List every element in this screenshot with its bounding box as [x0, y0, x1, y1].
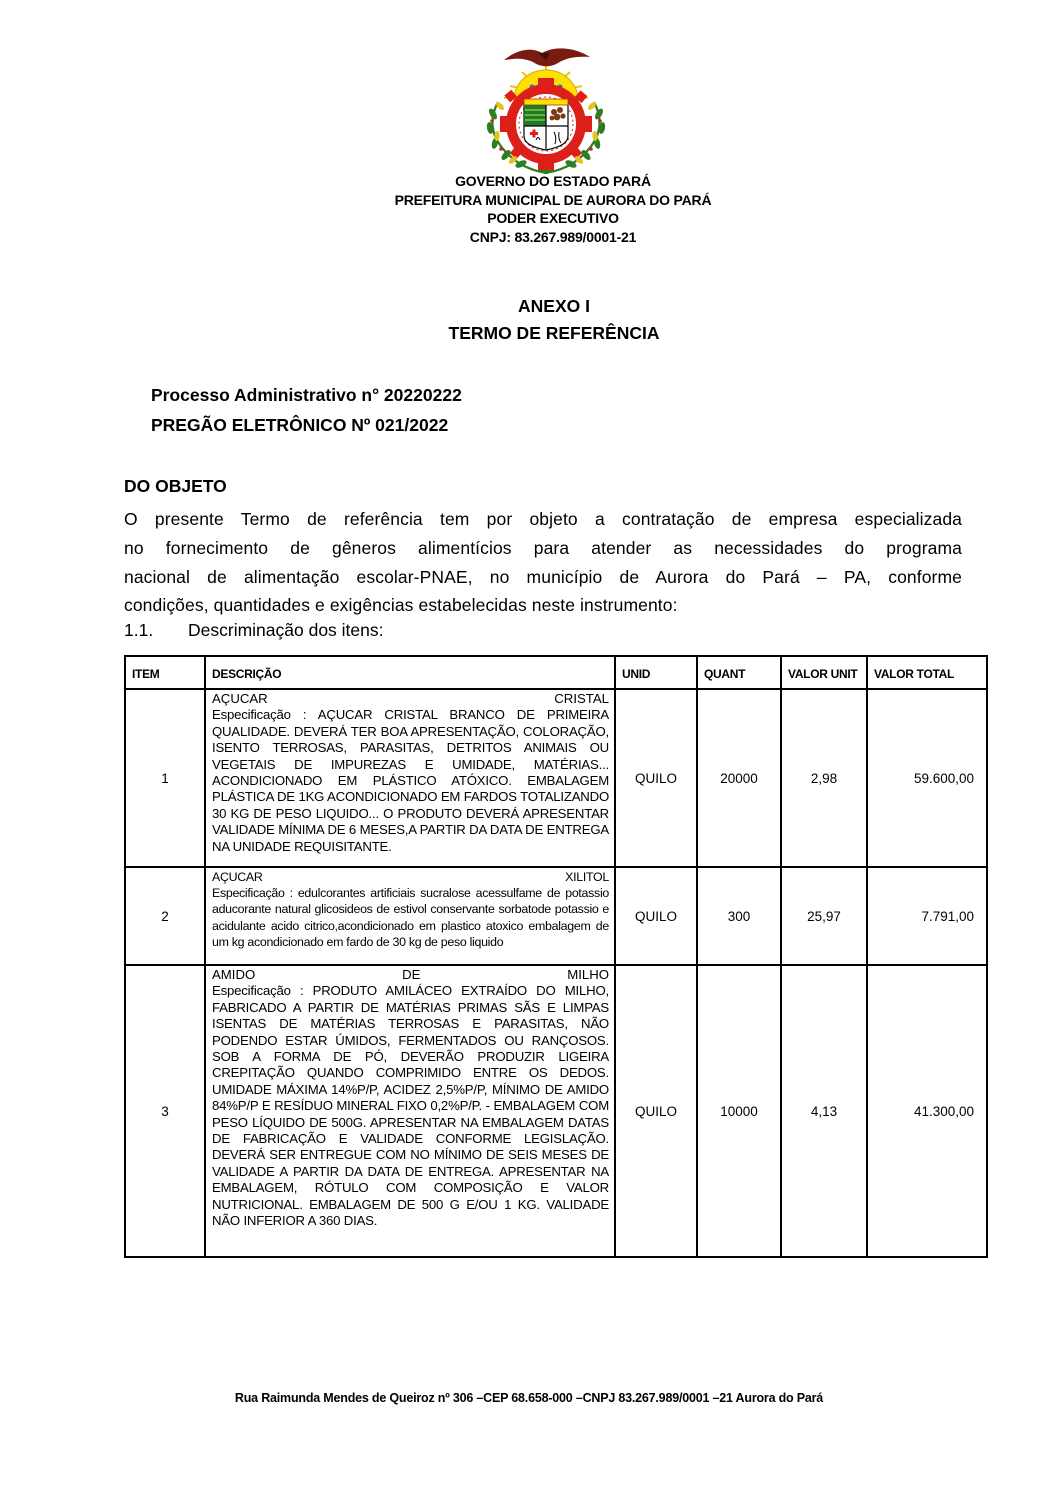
aurora-do-para-coat-of-arms-icon: [476, 44, 616, 174]
item-title-word: DE: [402, 967, 421, 982]
item-title-word: MILHO: [567, 967, 609, 982]
letterhead: [0, 172, 1058, 246]
column-header-quant: QUANT: [697, 656, 781, 689]
items-table-header-row: [125, 656, 987, 689]
items-table: [124, 655, 988, 1258]
item-unit-cell: QUILO: [615, 867, 697, 965]
item-total-value-cell: 59.600,00: [867, 689, 987, 867]
column-header-descricao: DESCRIÇÃO: [205, 656, 615, 689]
item-unit-value-cell: 2,98: [781, 689, 867, 867]
item-number-cell: 2: [125, 867, 205, 965]
object-paragraph-line: no fornecimento de gêneros alimentícios para atender as necessidades do programa: [124, 537, 962, 558]
org-line-cnpj: CNPJ: 83.267.989/0001-21: [469, 228, 637, 245]
column-header-item: ITEM: [125, 656, 205, 689]
items-list-heading: [124, 620, 384, 641]
item-title-word: AÇUCAR: [212, 691, 268, 706]
item-description-cell: [205, 965, 615, 1257]
item-title-word: CRISTAL: [554, 691, 609, 706]
object-paragraph-line: O presente Termo de referência tem por objeto a contratação de empresa especializada: [124, 509, 962, 529]
item-title: [212, 967, 609, 983]
object-section-heading: DO OBJETO: [124, 476, 227, 496]
administrative-process-number: Processo Administrativo n° 20220222: [151, 385, 462, 405]
object-paragraph: [124, 505, 962, 620]
item-quantity-cell: 20000: [697, 689, 781, 867]
item-specification: Especificação : edulcorantes artificiais sucralose acessulfame de potassio aducorante natural glicosideos de estivol conservante sorbatode potassio e acidulante acido citrico,acondicionado em plastico atoxico embalagem de um kg acondicionado em fardo de 30 kg de peso liquido: [212, 886, 609, 949]
page-footer-address: Rua Raimunda Mendes de Queiroz nº 306 –CEP 68.658-000 –CNPJ 83.267.989/0001 –21 Aurora do Pará: [234, 1391, 824, 1405]
item-specification: Especificação : PRODUTO AMILÁCEO EXTRAÍDO DO MILHO, FABRICADO A PARTIR DE MATÉRIAS PRIMAS SÃS E LIMPAS ISENTAS DE MATÉRIAS TERROSAS E PARASITAS, NÃO PODENDO ESTAR ÚMIDOS, FERMENTADOS OU RANÇOSOS. SOB A FORMA DE PÓ, DEVERÃO PRODUZIR LIGEIRA CREPITAÇÃO QUANDO COMPRIMIDO ENTRE OS DEDOS. UMIDADE MÁXIMA 14%P/P, ACIDEZ 2,5%P/P, MÍNIMO DE AMIDO 84%P/P E RESÍDUO MINERAL FIXO 0,2%P/P. - EMBALAGEM COM PESO LÍQUIDO DE 500G. APRESENTAR NA EMBALAGEM DATAS DE FABRICAÇÃO E VALIDADE CONFORME LEGISLAÇÃO. DEVERÁ SER ENTREGUE COM NO MÍNIMO DE SEIS MESES DE VALIDADE A PARTIR DA DATA DE ENTREGA. APRESENTAR NA EMBALAGEM, RÓTULO COM COMPOSIÇÃO E VALOR NUTRICIONAL. EMBALAGEM DE 500 G E/OU 1 KG. VALIDADE NÃO INFERIOR A 360 DIAS.: [212, 983, 609, 1229]
item-unit-cell: QUILO: [615, 965, 697, 1257]
item-title: [212, 691, 609, 707]
reference-term-title: TERMO DE REFERÊNCIA: [448, 323, 660, 343]
item-description-cell: [205, 689, 615, 867]
item-quantity-cell: 10000: [697, 965, 781, 1257]
table-row: [125, 689, 987, 867]
item-title: [212, 869, 609, 885]
item-number-cell: 3: [125, 965, 205, 1257]
item-quantity-cell: 300: [697, 867, 781, 965]
object-paragraph-line: nacional de alimentação escolar-PNAE, no município de Aurora do Pará – PA, conforme: [124, 566, 962, 587]
column-header-valor-unit: VALOR UNIT: [781, 656, 867, 689]
item-title-word: AMIDO: [212, 967, 256, 982]
item-unit-value-cell: 25,97: [781, 867, 867, 965]
items-table-body: [125, 689, 987, 1257]
column-header-unid: UNID: [615, 656, 697, 689]
column-header-valor-total: VALOR TOTAL: [867, 656, 987, 689]
item-title-word: XILITOL: [565, 870, 609, 884]
process-identifiers: [151, 380, 462, 440]
table-row: [125, 965, 987, 1257]
item-number-cell: 1: [125, 689, 205, 867]
items-heading-text: Descriminação dos itens:: [188, 620, 384, 640]
org-line-prefecture: PREFEITURA MUNICIPAL DE AURORA DO PARÁ: [394, 191, 712, 208]
electronic-auction-number: PREGÃO ELETRÔNICO Nº 021/2022: [151, 415, 449, 435]
object-paragraph-line: condições, quantidades e exigências estabelecidas neste instrumento:: [124, 595, 678, 616]
org-line-government: GOVERNO DO ESTADO PARÁ: [455, 173, 651, 189]
item-total-value-cell: 41.300,00: [867, 965, 987, 1257]
org-line-branch: PODER EXECUTIVO: [487, 210, 619, 226]
annex-title: ANEXO I: [518, 296, 590, 316]
item-title-word: AÇUCAR: [212, 870, 263, 884]
item-description-cell: [205, 867, 615, 965]
document-title: [0, 293, 1058, 347]
item-unit-value-cell: 4,13: [781, 965, 867, 1257]
table-row: [125, 867, 987, 965]
items-heading-number: 1.1.: [124, 620, 154, 640]
item-total-value-cell: 7.791,00: [867, 867, 987, 965]
item-unit-cell: QUILO: [615, 689, 697, 867]
item-specification: Especificação : AÇUCAR CRISTAL BRANCO DE PRIMEIRA QUALIDADE. DEVERÁ TER BOA APRESENTAÇÃO, COLORAÇÃO, ISENTO TERROSAS, PARASITAS, DETRITOS ANIMAIS OU VEGETAIS DE IMPUREZAS E UMIDADE, MATÉRIAS... ACONDICIONADO EM PLÁSTICO ATÓXICO. EMBALAGEM PLÁSTICA DE 1KG ACONDICIONADO EM FARDOS TOTALIZANDO 30 KG DE PESO LIQUIDO... O PRODUTO DEVERÁ APRESENTAR VALIDADE MÍNIMA DE 6 MESES,A PARTIR DA DATA DE ENTREGA NA UNIDADE REQUISITANTE.: [212, 707, 609, 854]
